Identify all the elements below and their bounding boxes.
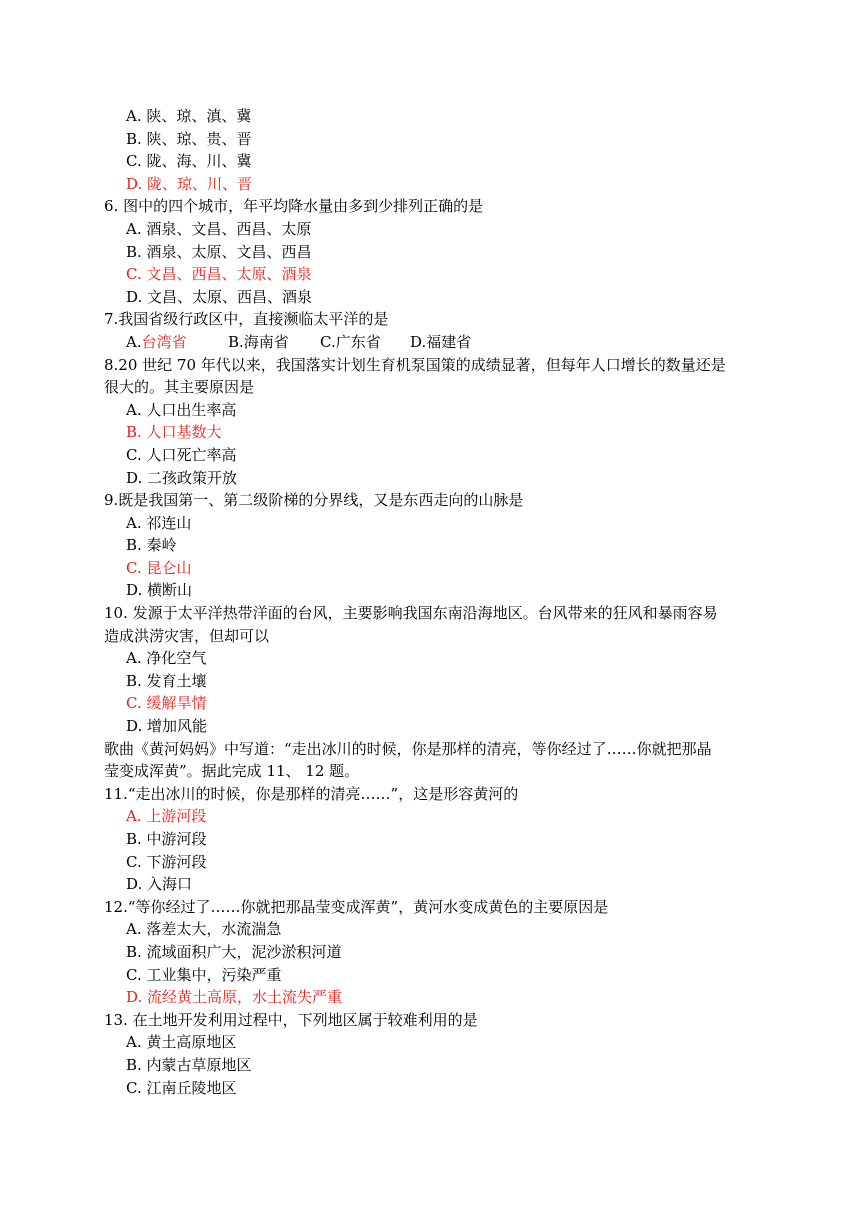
- q7-stem: 7.我国省级行政区中，直接濒临太平洋的是: [104, 310, 389, 329]
- q7-option-a: [126, 331, 228, 354]
- q8-option-c: C. 人口死亡率高: [126, 445, 237, 464]
- q8-stem-line2: 很大的。其主要原因是: [104, 378, 255, 397]
- q12-option-d-answer: D. 流经黄土高原，水土流失严重: [126, 988, 343, 1007]
- q11-option-b: B. 中游河段: [126, 830, 207, 848]
- q7-option-c: [320, 331, 410, 354]
- q11-stem: 11.“走出冰川的时候，你是那样的清亮……”，这是形容黄河的: [104, 784, 519, 803]
- q13-option-a: A. 黄土高原地区: [126, 1033, 237, 1052]
- q7-option-a-answer: 台湾省: [141, 332, 187, 351]
- q10-stem-line2: 造成洪涝灾害，但却可以: [104, 626, 270, 645]
- document-content: [104, 105, 764, 1099]
- q11-option-a-answer: A. 上游河段: [126, 807, 207, 826]
- q8-option-a: A. 人口出生率高: [126, 400, 237, 419]
- q10-option-c-answer: C. 缓解旱情: [126, 694, 207, 713]
- q9-stem: 9.既是我国第一、第二级阶梯的分界线，又是东西走向的山脉是: [104, 491, 524, 510]
- q10-stem-line1: 10. 发源于太平洋热带洋面的台风，主要影响我国东南沿海地区。台风带来的狂风和暴雨容易: [104, 604, 718, 623]
- q10-option-d: D. 增加风能: [126, 717, 208, 736]
- q13-stem: 13. 在土地开发利用过程中，下列地区属于较难利用的是: [104, 1010, 478, 1029]
- q6-option-d: D. 文昌、太原、西昌、酒泉: [126, 287, 313, 306]
- q7-option-b-text: 海南省: [243, 332, 289, 351]
- q7-option-d-text: 福建省: [426, 332, 472, 351]
- q8-stem-line1: 8.20 世纪 70 年代以来，我国落实计划生育机泵国策的成绩显著，但每年人口增长的数量还是: [104, 355, 726, 374]
- q7-option-a-label: A.: [126, 332, 142, 351]
- q6-option-c-answer: C. 文昌、西昌、太原、酒泉: [126, 265, 312, 284]
- q7-option-d-label: D.: [410, 332, 427, 351]
- q12-stem: 12.“等你经过了……你就把那晶莹变成浑黄”，黄河水变成黄色的主要原因是: [104, 897, 609, 916]
- q5-option-c: C. 陇、海、川、冀: [126, 152, 252, 171]
- song-intro-line1: 歌曲《黄河妈妈》中写道：“走出冰川的时候，你是那样的清亮，等你经过了……你就把那晶: [104, 739, 712, 758]
- q8-option-d: D. 二孩政策开放: [126, 468, 238, 487]
- q9-option-d: D. 横断山: [126, 581, 193, 600]
- q5-option-d-answer: D. 陇、琼、川、晋: [126, 174, 253, 193]
- q11-option-d: D. 入海口: [126, 875, 193, 894]
- q9-option-a: A. 祁连山: [126, 513, 192, 532]
- q7-options-row: [104, 331, 764, 354]
- q12-option-b: B. 流域面积广大，泥沙淤积河道: [126, 942, 342, 961]
- q10-option-a: A. 净化空气: [126, 649, 207, 668]
- q10-option-b: B. 发育土壤: [126, 671, 207, 690]
- q5-option-a: A. 陕、琼、滇、冀: [126, 107, 252, 125]
- q12-option-a: A. 落差太大，水流湍急: [126, 920, 282, 939]
- q9-option-c-answer: C. 昆仑山: [126, 558, 192, 577]
- q7-option-c-label: C.: [320, 332, 336, 351]
- q7-option-b: [228, 331, 320, 354]
- q6-option-b: B. 酒泉、太原、文昌、西昌: [126, 242, 312, 261]
- q5-option-b: B. 陕、琼、贵、晋: [126, 129, 252, 148]
- q12-option-c: C. 工业集中，污染严重: [126, 965, 282, 984]
- q9-option-b: B. 秦岭: [126, 536, 177, 555]
- q7-option-b-label: B.: [228, 332, 244, 351]
- q6-option-a: A. 酒泉、文昌、西昌、太原: [126, 219, 312, 238]
- q13-option-b: B. 内蒙古草原地区: [126, 1055, 252, 1074]
- q8-option-b-answer: B. 人口基数大: [126, 423, 222, 442]
- q13-option-c: C. 江南丘陵地区: [126, 1078, 237, 1097]
- q7-option-d: [410, 331, 471, 354]
- q11-option-c: C. 下游河段: [126, 852, 207, 871]
- q7-option-c-text: 广东省: [335, 332, 381, 351]
- song-intro-line2: 莹变成浑黄”。据此完成 11、 12 题。: [104, 762, 360, 781]
- q6-stem: 6. 图中的四个城市，年平均降水量由多到少排列正确的是: [104, 197, 484, 216]
